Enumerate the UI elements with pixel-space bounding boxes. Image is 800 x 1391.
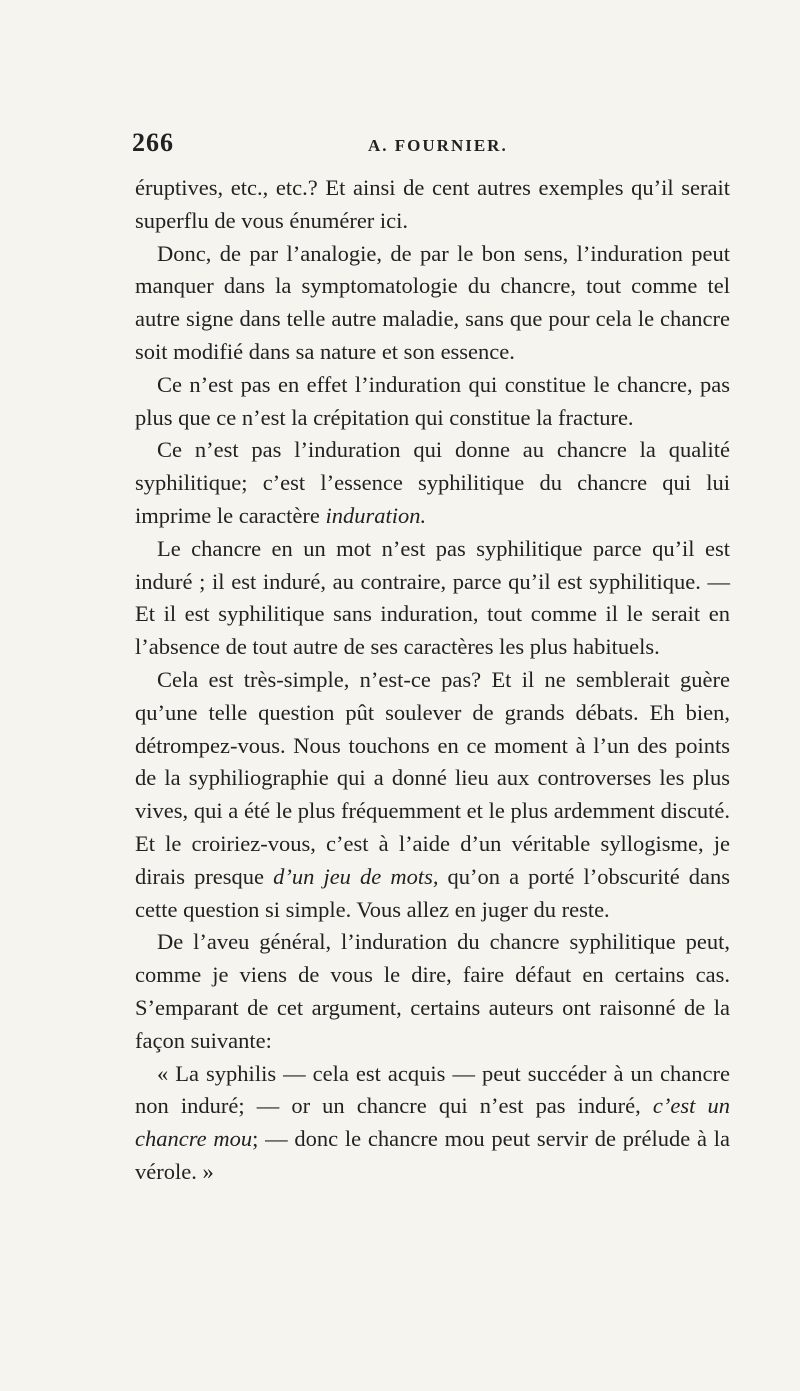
text-segment: Ce n’est pas l’induration qui donne au chancre la qualité syphilitique; c’est l’essence syphilitique du chancre qui lui imprime le caractère [135, 437, 730, 528]
paragraph [135, 172, 730, 238]
text-segment: ; — donc le chancre mou peut servir de prélude à la vérole. » [135, 1126, 730, 1184]
running-head: A. FOURNIER. [368, 136, 508, 155]
text-segment: Donc, de par l’analogie, de par le bon sens, l’induration peut manquer dans la symptomatologie du chancre, tout comme tel autre signe dans telle autre maladie, sans que pour cela le chancre soit modifié dans sa nature et son essence. [135, 240, 730, 364]
text-segment: Cela est très-simple, n’est-ce pas? Et il ne semblerait guère qu’une telle question pût soulever de grands débats. Eh bien, détrompez-vous. Nous touchons en ce moment à l’un des points de la syphiliographie qui a donné lieu aux controverses les plus vives, qui a été le plus fréquemment et le plus ardemment discuté. Et le croiriez-vous, c’est à l’aide d’un véritable syllogisme, je dirais presque [135, 666, 730, 889]
italic-text: induration. [325, 502, 427, 528]
paragraph [135, 533, 730, 664]
text-segment: qu’on a porté l’obscurité dans cette question si simple. Vous allez en juger du reste. [135, 863, 730, 922]
page-number: 266 [132, 128, 174, 157]
paragraph [135, 434, 730, 532]
paragraph [135, 369, 730, 435]
paragraph [135, 238, 730, 369]
body-text [135, 172, 730, 1189]
page-header [132, 128, 732, 158]
paragraph [135, 926, 730, 1057]
paragraph [135, 1058, 730, 1189]
text-segment: Le chancre en un mot n’est pas syphilitique parce qu’il est induré ; il est induré, au contraire, parce qu’il est syphilitique. — Et il est syphilitique sans induration, tout comme il le serait en l’absence de tout autre de ses caractères les plus habituels. [135, 535, 730, 660]
italic-text: d’un jeu de mots, [273, 863, 439, 889]
text-segment: De l’aveu général, l’induration du chancre syphilitique peut, comme je viens de vous le dire, faire défaut en certains cas. S’emparant de cet argument, certains auteurs ont raisonné de la façon suivante: [135, 929, 730, 1053]
text-segment: « La syphilis — cela est acquis — peut succéder à un chancre non induré; — or un chancre qui n’est pas induré, [135, 1060, 730, 1119]
paragraph [135, 664, 730, 926]
text-segment: Ce n’est pas en effet l’induration qui constitue le chancre, pas plus que ce n’est la crépitation qui constitue la fracture. [135, 371, 730, 430]
italic-text: c’est un chancre mou [135, 1093, 730, 1152]
text-segment: éruptives, etc., etc.? Et ainsi de cent autres exemples qu’il serait superflu de vous énumérer ici. [135, 175, 730, 233]
